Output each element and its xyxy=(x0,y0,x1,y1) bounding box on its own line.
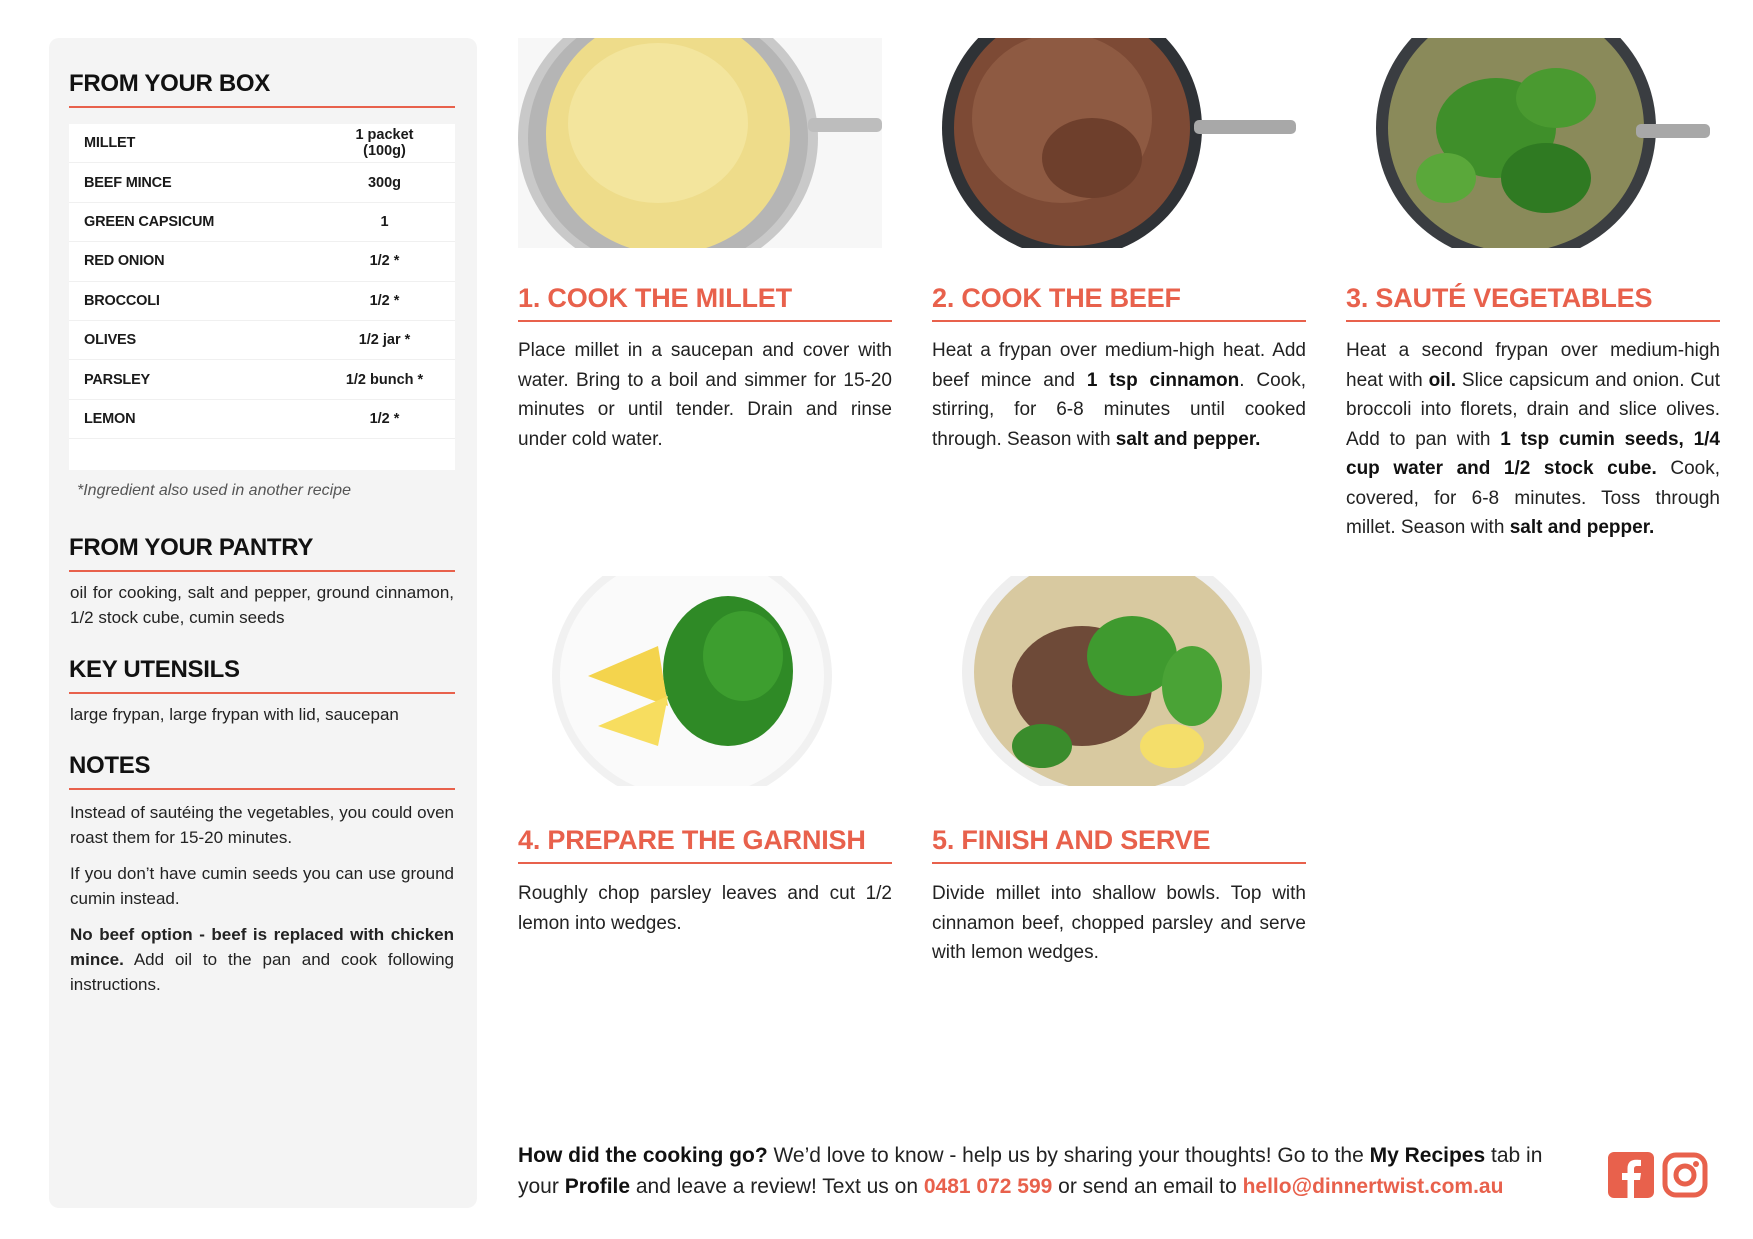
ingredient-name: BROCCOLI xyxy=(84,292,160,309)
step-text-segment: Heat a frypan over medium-high heat. Add beef mince and xyxy=(932,340,1306,391)
notes-title: NOTES xyxy=(69,752,455,790)
instagram-icon[interactable] xyxy=(1662,1152,1708,1198)
ingredient-qty: 1/2 * xyxy=(369,410,400,427)
ingredient-row xyxy=(69,163,455,202)
note-2: If you don’t have cumin seeds you can use ground cumin instead. xyxy=(70,864,454,908)
ingredient-footnote: *Ingredient also used in another recipe xyxy=(77,482,351,499)
step-text-segment: Heat a second frypan over medium-high heat with xyxy=(1346,340,1720,391)
step-2-body xyxy=(932,336,1306,454)
ingredient-name: RED ONION xyxy=(84,253,165,270)
from-your-pantry-title: FROM YOUR PANTRY xyxy=(69,534,455,572)
ingredient-row xyxy=(69,321,455,360)
ingredients-table xyxy=(69,124,455,470)
note-1: Instead of sautéing the vegetables, you could oven roast them for 15-20 minutes. xyxy=(70,803,454,847)
footer-text-1: We’d love to know - help us by sharing your thoughts! Go to the xyxy=(767,1144,1370,1167)
step-text-segment: Roughly chop parsley leaves and cut 1/2 lemon into wedges. xyxy=(518,883,892,934)
step-text-segment: salt and pepper. xyxy=(1509,517,1655,538)
ingredient-name: PARSLEY xyxy=(84,371,151,388)
step-1-title: 1. COOK THE MILLET xyxy=(518,282,892,322)
my-recipes-link[interactable]: My Recipes xyxy=(1369,1144,1486,1167)
ingredient-qty: 1/2 * xyxy=(369,292,400,309)
beef-photo xyxy=(932,38,1296,248)
footer-text-4: or send an email to xyxy=(1052,1175,1243,1198)
ingredient-name: LEMON xyxy=(84,410,136,427)
step-5-body xyxy=(932,879,1306,968)
ingredient-name: OLIVES xyxy=(84,332,136,349)
ingredient-row xyxy=(69,400,455,439)
step-text-segment: Divide millet into shallow bowls. Top with cinnamon beef, chopped parsley and serve with lemon wedges. xyxy=(932,883,1306,963)
ingredient-row xyxy=(69,282,455,321)
step-5-title: 5. FINISH AND SERVE xyxy=(932,824,1306,864)
ingredient-qty: 1/2 bunch * xyxy=(345,371,424,388)
note-3 xyxy=(70,922,454,997)
millet-photo xyxy=(518,38,882,248)
ingredient-row xyxy=(69,124,455,163)
phone-link[interactable]: 0481 072 599 xyxy=(923,1175,1053,1198)
step-3-body xyxy=(1346,336,1720,543)
notes-text xyxy=(70,800,454,1008)
ingredient-qty: 1/2 * xyxy=(369,253,400,270)
from-your-box-title: FROM YOUR BOX xyxy=(69,70,455,108)
ingredient-qty: 300g xyxy=(367,174,402,191)
step-text-segment: Place millet in a saucepan and cover with water. Bring to a boil and simmer for 15-20 minutes or until tender. Drain and rinse under cold water. xyxy=(518,340,892,450)
step-text-segment: oil. xyxy=(1428,369,1457,391)
step-text-segment: . Cook, stirring, for 6-8 minutes until cooked through. Season with xyxy=(932,369,1306,450)
garnish-photo xyxy=(518,576,882,786)
ingredient-name: GREEN CAPSICUM xyxy=(84,213,215,230)
email-link[interactable]: hello@dinnertwist.com.au xyxy=(1242,1175,1504,1198)
review-footer xyxy=(518,1140,1578,1202)
footer-text-3: and leave a review! Text us on xyxy=(630,1175,924,1198)
note-3-bold: No beef option - beef is replaced with chicken mince. xyxy=(70,925,454,969)
step-text-segment: 1 tsp cumin seeds, 1/4 cup water and 1/2 stock cube. xyxy=(1346,428,1720,479)
ingredient-row xyxy=(69,360,455,399)
utensils-text: large frypan, large frypan with lid, saucepan xyxy=(70,705,399,724)
note-3-rest: Add oil to the pan and cook following instructions. xyxy=(70,950,454,994)
ingredient-row xyxy=(69,242,455,281)
step-3-title: 3. SAUTÉ VEGETABLES xyxy=(1346,282,1720,322)
step-4-title: 4. PREPARE THE GARNISH xyxy=(518,824,892,864)
step-text-segment: 1 tsp cinnamon xyxy=(1086,369,1240,391)
vegetables-photo xyxy=(1346,38,1710,248)
ingredient-row xyxy=(69,203,455,242)
serve-photo xyxy=(932,576,1296,786)
step-2-title: 2. COOK THE BEEF xyxy=(932,282,1306,322)
step-4-body xyxy=(518,879,892,938)
facebook-icon[interactable] xyxy=(1608,1152,1654,1198)
ingredient-name: BEEF MINCE xyxy=(84,174,172,191)
profile-link[interactable]: Profile xyxy=(564,1175,631,1198)
footer-text-2: tab in your xyxy=(518,1144,1543,1198)
footer-question: How did the cooking go? xyxy=(518,1144,768,1167)
step-text-segment: Slice capsicum and onion. Cut broccoli into florets, drain and slice olives. Add to pan with xyxy=(1346,369,1720,450)
key-utensils-title: KEY UTENSILS xyxy=(69,656,455,694)
step-text-segment: Cook, covered, for 6-8 minutes. Toss through millet. Season with xyxy=(1346,458,1720,538)
step-1-body xyxy=(518,336,892,454)
ingredients-sidebar xyxy=(49,38,477,1208)
step-text-segment: salt and pepper. xyxy=(1115,428,1261,450)
ingredient-qty: 1/2 jar * xyxy=(358,332,411,349)
ingredient-name: MILLET xyxy=(84,135,136,152)
ingredient-qty: 1 packet (100g) xyxy=(355,127,414,160)
ingredient-qty: 1 xyxy=(380,213,389,230)
pantry-text: oil for cooking, salt and pepper, ground cinnamon, 1/2 stock cube, cumin seeds xyxy=(70,583,454,627)
